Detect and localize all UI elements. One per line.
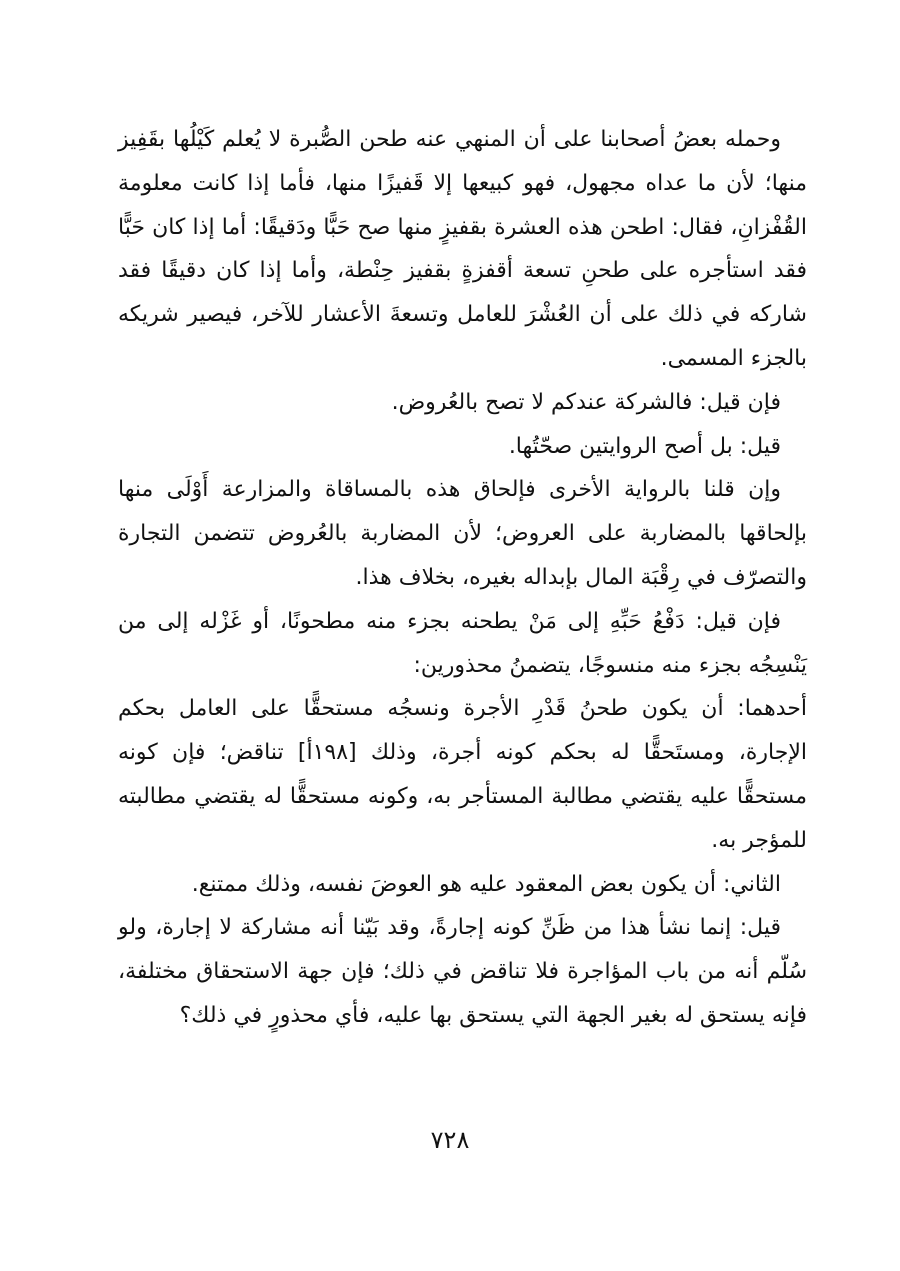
paragraph-7: الثاني: أن يكون بعض المعقود عليه هو العوضَ نفسه، وذلك ممتنع. [191, 871, 781, 897]
paragraph-5: فإن قيل: دَفْعُ حَبِّهِ إلى مَنْ يطحنه بجزء منه مطحونًا، أو غَزْله إلى من يَنْسِجُه بجزء منه منسوجًا، يتضمنُ محذورين: [118, 608, 807, 678]
page-number: ٧٢٨ [430, 1126, 470, 1154]
body-text [118, 118, 807, 1038]
paragraph-4: وإن قلنا بالرواية الأخرى فإلحاق هذه بالمساقاة والمزارعة أَوْلَى منها بإلحاقها بالمضاربة على العروض؛ لأن المضاربة بالعُروض تتضمن التجارة والتصرّف في رِقْبَة المال بإبداله بغيره، بخلاف هذا. [118, 477, 807, 590]
paragraph-6: أحدهما: أن يكون طحنُ قَدْرِ الأجرة ونسجُه مستحقًّا على العامل بحكم الإجارة، ومستَحقًّا له بحكم كونه أجرة، وذلك [١٩٨أ] تناقض؛ فإن كونه مستحقًّا عليه يقتضي مطالبة المستأجر به، وكونه مستحقًّا له يقتضي مطالبته للمؤجر به. [118, 696, 808, 853]
paragraph-3: قيل: بل أصح الروايتين صحّتُها. [508, 433, 781, 459]
paragraph-2: فإن قيل: فالشركة عندكم لا تصح بالعُروض. [391, 389, 781, 415]
paragraph-8: قيل: إنما نشأ هذا من ظَنِّ كونه إجارةً، وقد بَيّنا أنه مشاركة لا إجارة، ولو سُلّم أنه من باب المؤاجرة فلا تناقض في ذلك؛ فإن جهة الاستحقاق مختلفة، فإنه يستحق له بغير الجهة التي يستحق بها عليه، فأي محذورٍ في ذلك؟ [118, 915, 807, 1028]
paragraph-1: وحمله بعضُ أصحابنا على أن المنهي عنه طحن الصُّبرة لا يُعلم كَيْلُها بقَفِيز منها؛ لأن ما عداه مجهول، فهو كبيعها إلا قَفيزًا منها، فأما إذا كانت معلومة القُفْزانِ، فقال: اطحن هذه العشرة بقفيزٍ منها صح حَبًّا ودَقيقًا: أما إذا كان حَبًّا فقد استأجره على طحنِ تسعة أقفزةٍ بقفيز حِنْطة، وأما إذا كان دقيقًا فقد شاركه في ذلك على أن العُشْرَ للعامل وتسعةَ الأعشار للآخر، فيصير شريكه بالجزء المسمى. [118, 127, 807, 371]
